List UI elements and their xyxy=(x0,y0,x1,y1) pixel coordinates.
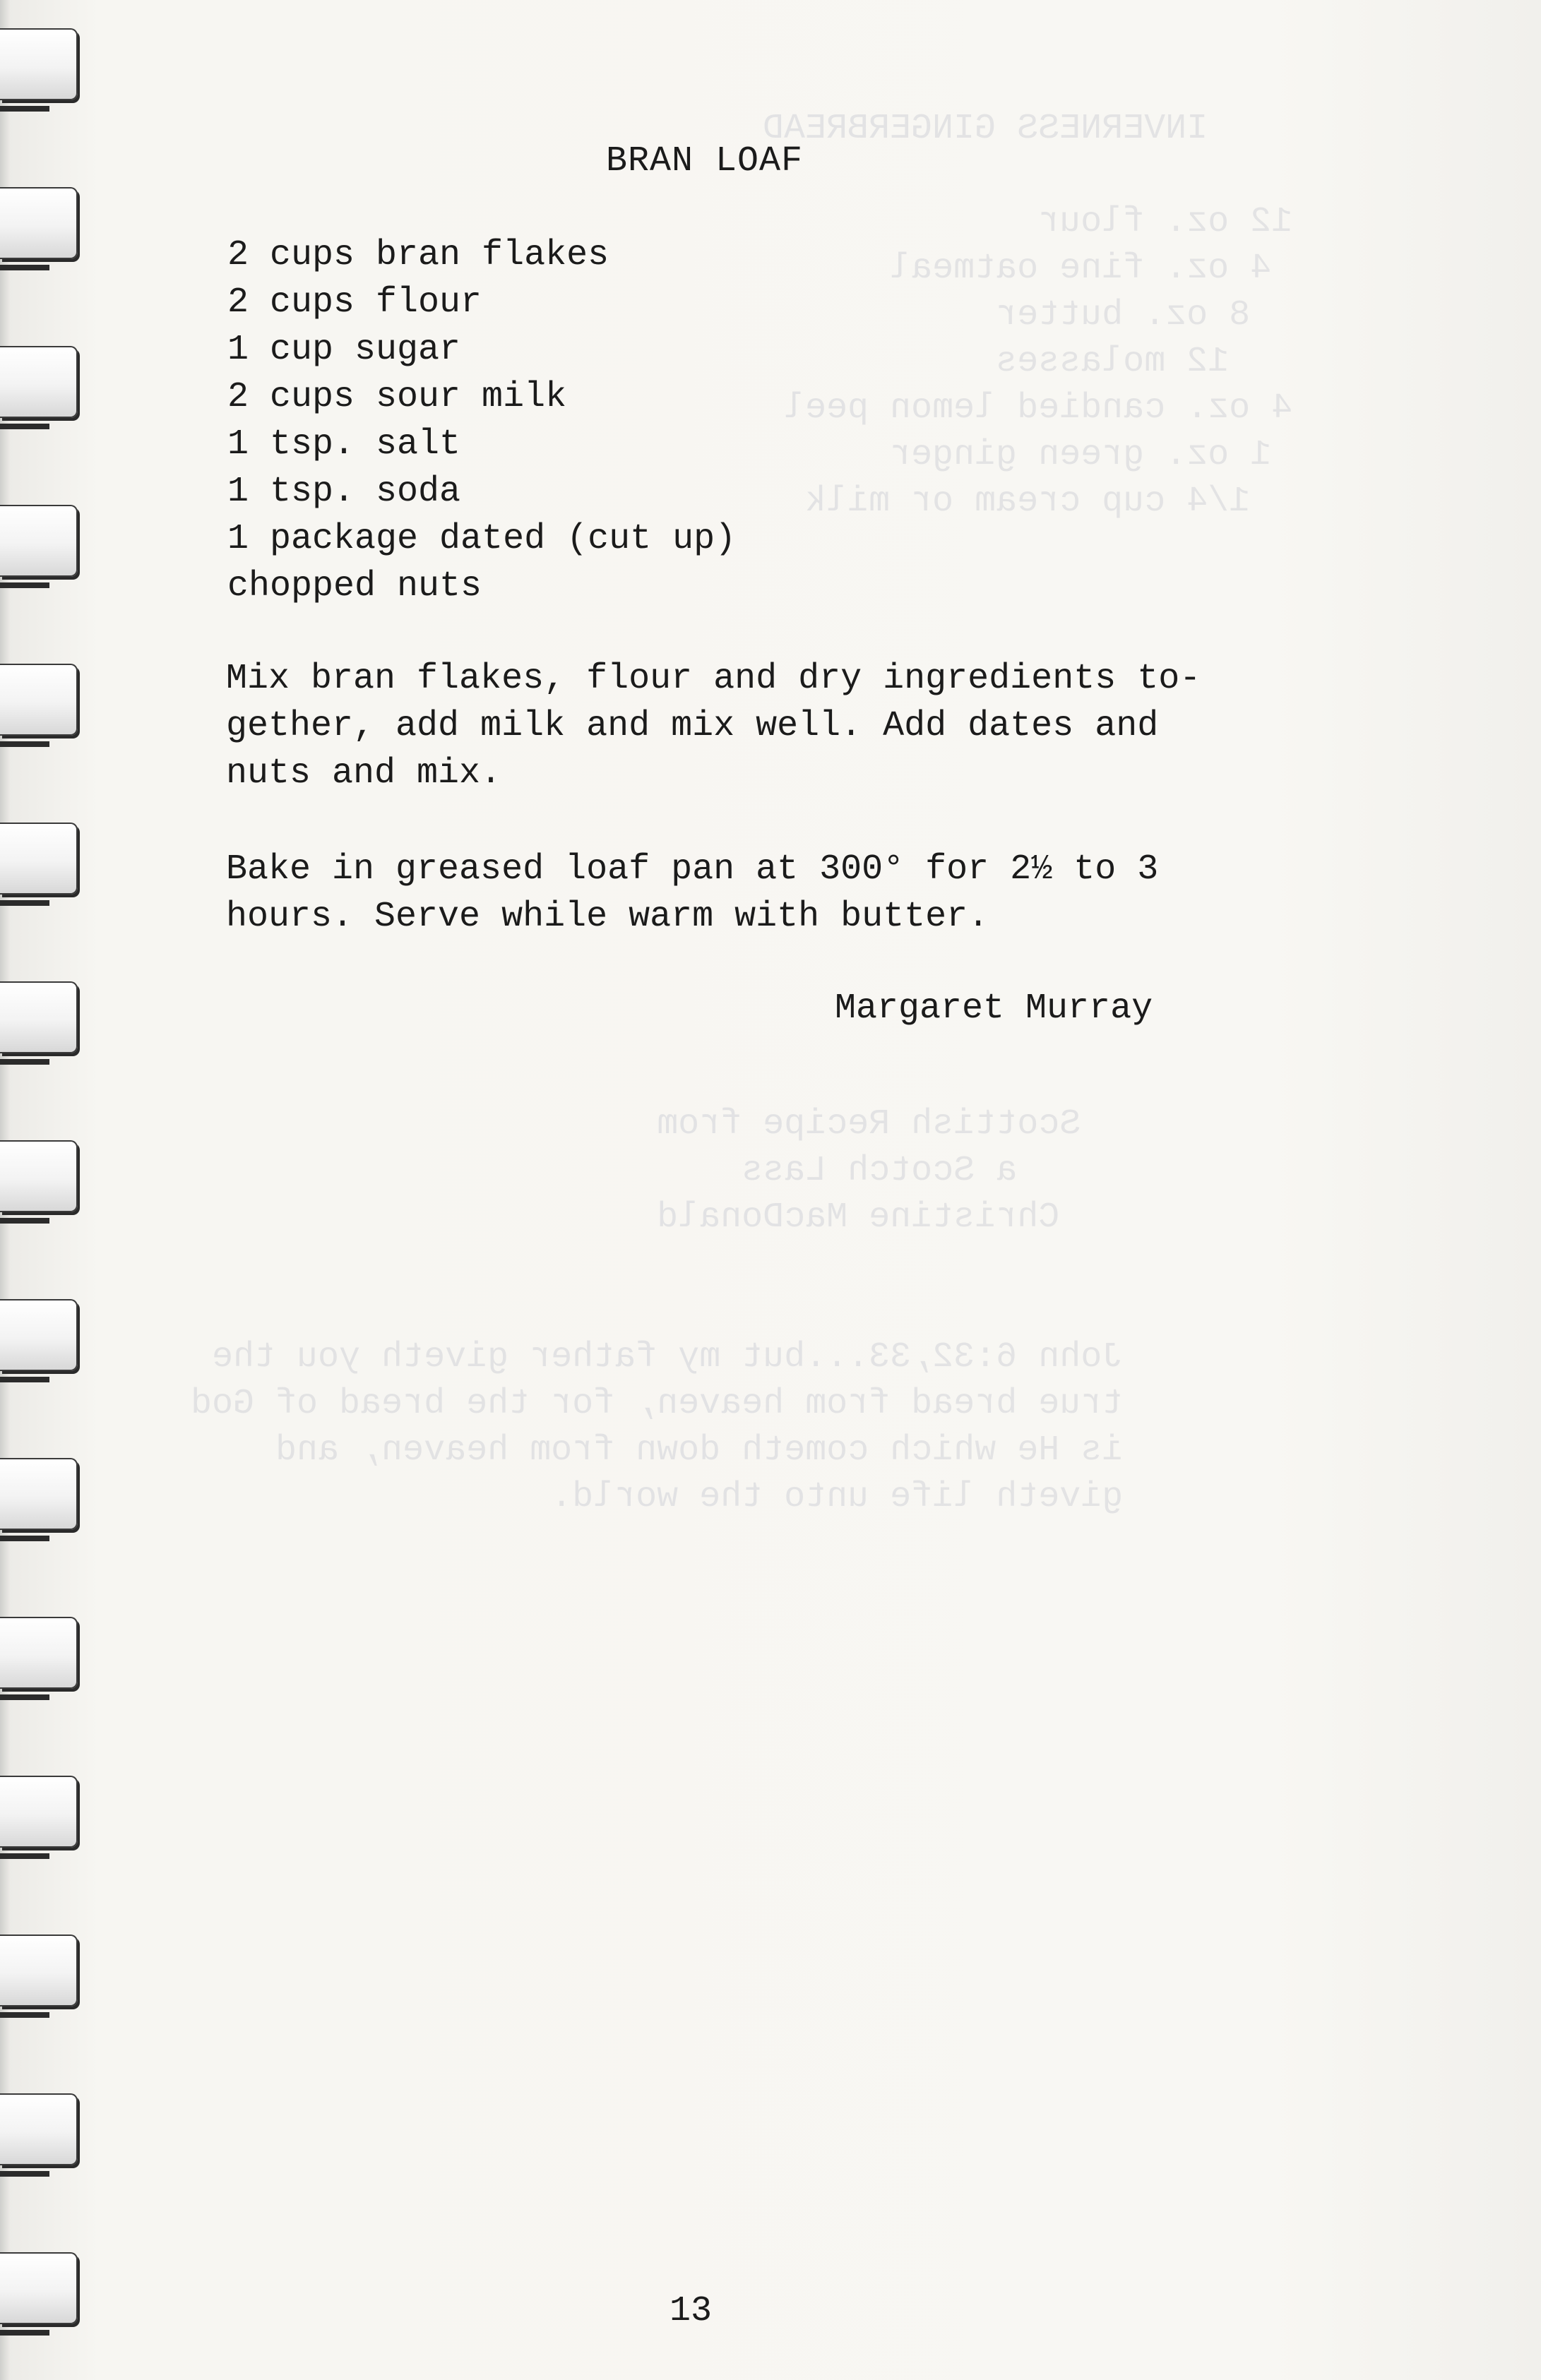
recipe-author: Margaret Murray xyxy=(835,988,1153,1029)
binding-ring xyxy=(0,823,78,895)
baking-instructions xyxy=(226,846,1158,940)
show-through-text-left: Scottish Recipe from a Scotch Lass Christine MacDonald John 6:32,33...but my father giveth you the true bread from heaven, for the bread of God is He which cometh down from heaven, and giveth life unto the world. xyxy=(191,1104,1124,1517)
binding-ring xyxy=(0,1617,78,1689)
ingredient-item: 1 tsp. soda xyxy=(227,472,461,512)
binding-ring xyxy=(0,2252,78,2324)
instruction-line: hours. Serve while warm with butter. xyxy=(226,897,989,937)
binding-ring xyxy=(0,1935,78,2007)
ingredient-item: 2 cups flour xyxy=(227,282,482,323)
binding-ring xyxy=(0,346,78,418)
binding-ring xyxy=(0,28,78,100)
mixing-instructions xyxy=(226,655,1201,797)
instruction-line: Bake in greased loaf pan at 300° for 2½ to 3 xyxy=(226,849,1159,890)
binding-ring xyxy=(0,1140,78,1212)
ingredient-item: 1 package dated (cut up) xyxy=(227,519,737,559)
binding-ring xyxy=(0,1299,78,1371)
page-number: 13 xyxy=(670,2291,713,2331)
binding-ring xyxy=(0,1458,78,1530)
instruction-line: nuts and mix. xyxy=(226,753,502,794)
ingredient-item: 2 cups bran flakes xyxy=(227,235,609,275)
ingredient-item: 2 cups sour milk xyxy=(227,377,567,417)
spiral-binding xyxy=(0,0,92,2380)
binding-ring xyxy=(0,1776,78,1848)
instruction-line: gether, add milk and mix well. Add dates and xyxy=(226,706,1159,746)
show-through-text-right: INVERNESS GINGERBREAD 12 oz. flour 4 oz. fine oatmeal 8 oz. butter 12 molasses 4 oz. candied lemon peel 1 oz. green ginger 1/4 cup cream or milk xyxy=(763,109,1293,522)
binding-ring xyxy=(0,505,78,577)
ingredient-item: 1 tsp. salt xyxy=(227,424,461,465)
binding-ring xyxy=(0,981,78,1053)
instruction-line: Mix bran flakes, flour and dry ingredients to- xyxy=(226,659,1201,699)
binding-ring xyxy=(0,187,78,259)
binding-ring xyxy=(0,2093,78,2165)
ingredient-item: 1 cup sugar xyxy=(227,330,461,370)
ingredient-item: chopped nuts xyxy=(227,566,482,606)
binding-ring xyxy=(0,664,78,736)
ingredient-list xyxy=(227,232,736,610)
recipe-title: BRAN LOAF xyxy=(606,141,804,181)
